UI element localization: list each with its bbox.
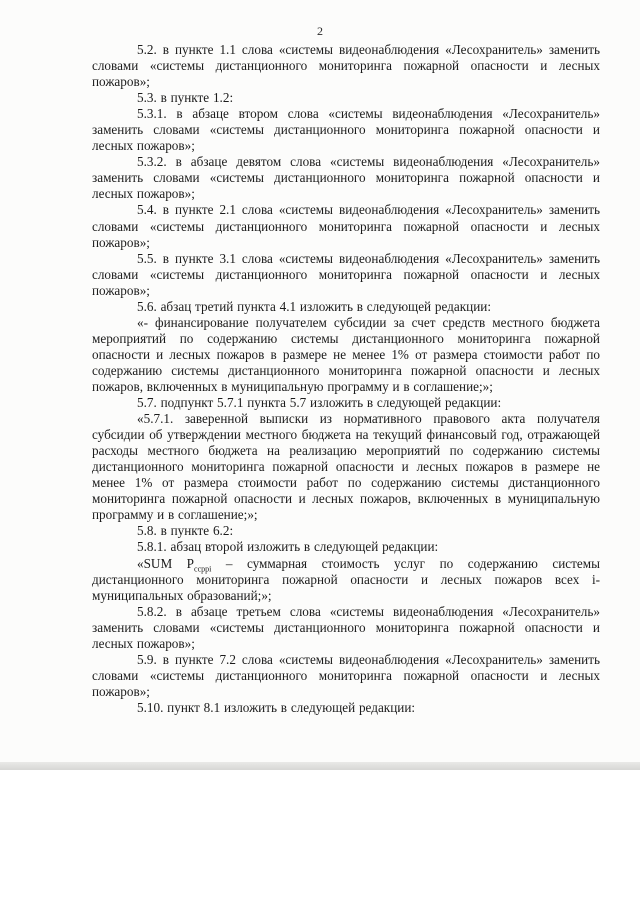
paragraph-5-10: 5.10. пункт 8.1 изложить в следующей редакции: xyxy=(137,699,416,715)
paragraph-5-8-1: 5.8.1. абзац второй изложить в следующей редакции: xyxy=(137,539,439,555)
paragraph-5-5: 5.5. в пункте 3.1 слова «системы видеонаблюдения «Лесохранитель» заменить словами «системы дистанционного мониторинга пожарной опасности и лесных пожаров»; xyxy=(92,250,600,298)
paragraph-5-3-1: 5.3.1. в абзаце втором слова «системы видеонаблюдения «Лесохранитель» заменить словами «системы дистанционного мониторинга пожарной опасности и лесных пожаров»; xyxy=(92,106,600,154)
quote-5-7-1: «5.7.1. заверенной выписки из нормативного правового акта получателя субсидии об утверждении местного бюджета на текущий финансовый год, отражающей расходы местного бюджета на реализацию мероприятий по содержанию системы дистанционного мониторинга пожарной опасности и лесных пожаров в размере не менее 1% от размера стоимости работ по содержанию системы дистанционного мониторинга пожарной опасности и лесных пожаров, включенных в муниципальную программу и в соглашение;»; xyxy=(92,411,600,523)
quote-4-1: «- финансирование получателем субсидии за счет средств местного бюджета мероприятий по содержанию системы дистанционного мониторинга пожарной опасности и лесных пожаров в размере не менее 1% от размера стоимости работ по содержанию системы дистанционного мониторинга пожарной опасности и лесных пожаров, включенных в муниципальную программу и в соглашение;»; xyxy=(92,314,600,394)
quote-sum-formula xyxy=(92,556,600,604)
sum-rest: – суммарная стоимость услуг по содержанию системы дистанционного мониторинга пожарной опасности и лесных пожаров всех i-муниципальных образований;»; xyxy=(92,555,600,603)
page-number: 2 xyxy=(317,24,323,38)
paragraph-5-8: 5.8. в пункте 6.2: xyxy=(137,523,234,539)
paragraph-5-8-2: 5.8.2. в абзаце третьем слова «системы видеонаблюдения «Лесохранитель» заменить словами «системы дистанционного мониторинга пожарной опасности и лесных пожаров»; xyxy=(92,603,600,651)
sum-subscript: ссрpi xyxy=(194,564,212,574)
scan-edge-divider xyxy=(0,762,640,770)
paragraph-5-2: 5.2. в пункте 1.1 слова «системы видеонаблюдения «Лесохранитель» заменить словами «системы дистанционного мониторинга пожарной опасности и лесных пожаров»; xyxy=(92,42,600,90)
sum-prefix: «SUM P xyxy=(137,555,195,571)
paragraph-5-9: 5.9. в пункте 7.2 слова «системы видеонаблюдения «Лесохранитель» заменить словами «системы дистанционного мониторинга пожарной опасности и лесных пожаров»; xyxy=(92,651,600,699)
paragraph-5-4: 5.4. в пункте 2.1 слова «системы видеонаблюдения «Лесохранитель» заменить словами «системы дистанционного мониторинга пожарной опасности и лесных пожаров»; xyxy=(92,202,600,250)
document-body xyxy=(92,42,600,716)
paragraph-5-3-2: 5.3.2. в абзаце девятом слова «системы видеонаблюдения «Лесохранитель» заменить словами «системы дистанционного мониторинга пожарной опасности и лесных пожаров»; xyxy=(92,154,600,202)
paragraph-5-7: 5.7. подпункт 5.7.1 пункта 5.7 изложить в следующей редакции: xyxy=(137,395,502,411)
paragraph-5-6: 5.6. абзац третий пункта 4.1 изложить в следующей редакции: xyxy=(137,298,491,314)
paragraph-5-3: 5.3. в пункте 1.2: xyxy=(137,90,234,106)
